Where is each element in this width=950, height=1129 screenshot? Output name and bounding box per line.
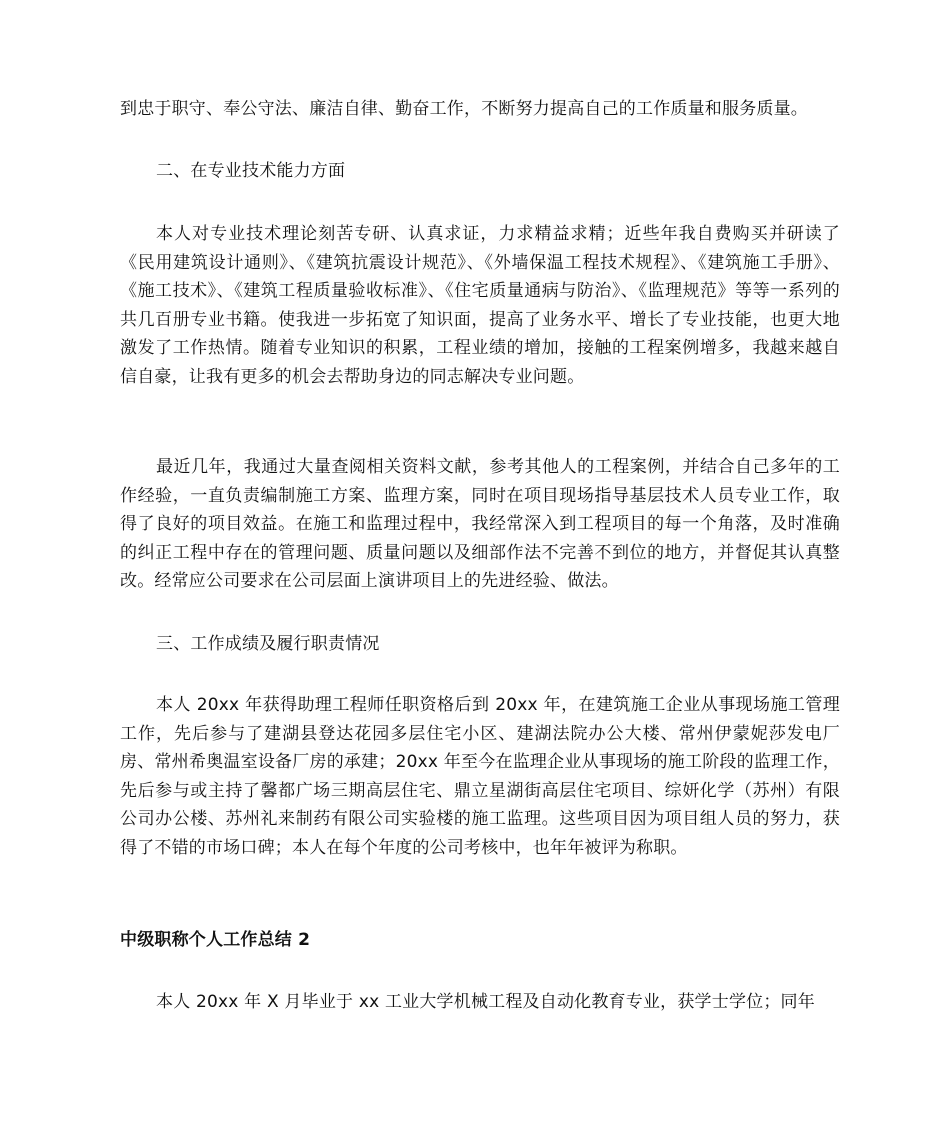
body-paragraph-2: 最近几年，我通过大量查阅相关资料文献，参考其他人的工程案例，并结合自己多年的工作经验，一直负责编制施工方案、监理方案，同时在项目现场指导基层技术人员专业工作，取得了良好的项目效益。在施工和监理过程中，我经常深入到工程项目的每一个角落，及时准确的纠正工程中存在的管理问题、质量问题以及细部作法不完善不到位的地方，并督促其认真整改。经常应公司要求在公司层面上演讲项目上的先进经验、做法。 xyxy=(120,457,840,591)
lead-fragment-paragraph: 到忠于职守、奉公守法、廉洁自律、勤奋工作，不断努力提高自己的工作质量和服务质量。 xyxy=(120,99,808,119)
body-paragraph-3: 本人 20xx 年获得助理工程师任职资格后到 20xx 年，在建筑施工企业从事现场施工管理工作，先后参与了建湖县登达花园多层住宅小区、建湖法院办公大楼、常州伊蒙妮莎发电厂房、常州希奥温室设备厂房的承建；20xx 年至今在监理企业从事现场的施工阶段的监理工作，先后参与或主持了馨都广场三期高层住宅、鼎立星湖街高层住宅项目、综妍化学（苏州）有限公司办公楼、苏州礼来制药有限公司实验楼的施工监理。这些项目因为项目组人员的努力，获得了不错的市场口碑；本人在每个年度的公司考核中，也年年被评为称职。 xyxy=(120,695,840,858)
section-heading-3: 三、工作成绩及履行职责情况 xyxy=(156,634,380,654)
body-paragraph-4: 本人 20xx 年 X 月毕业于 xx 工业大学机械工程及自动化教育专业，获学士学位；同年 xyxy=(156,992,815,1012)
body-paragraph-1: 本人对专业技术理论刻苦专研、认真求证，力求精益求精；近些年我自费购买并研读了《民用建筑设计通则》、《建筑抗震设计规范》、《外墙保温工程技术规程》、《建筑施工手册》、《施工技术》、《建筑工程质量验收标准》、《住宅质量通病与防治》、《监理规范》等等一系列的共几百册专业书籍。使我进一步拓宽了知识面，提高了业务水平、增长了专业技能，也更大地激发了工作热情。随着专业知识的积累，工程业绩的增加，接触的工程案例增多，我越来越自信自豪，让我有更多的机会去帮助身边的同志解决专业问题。 xyxy=(120,224,840,387)
section-heading-2: 二、在专业技术能力方面 xyxy=(156,161,346,181)
section-title-2: 中级职称个人工作总结 2 xyxy=(120,930,311,950)
